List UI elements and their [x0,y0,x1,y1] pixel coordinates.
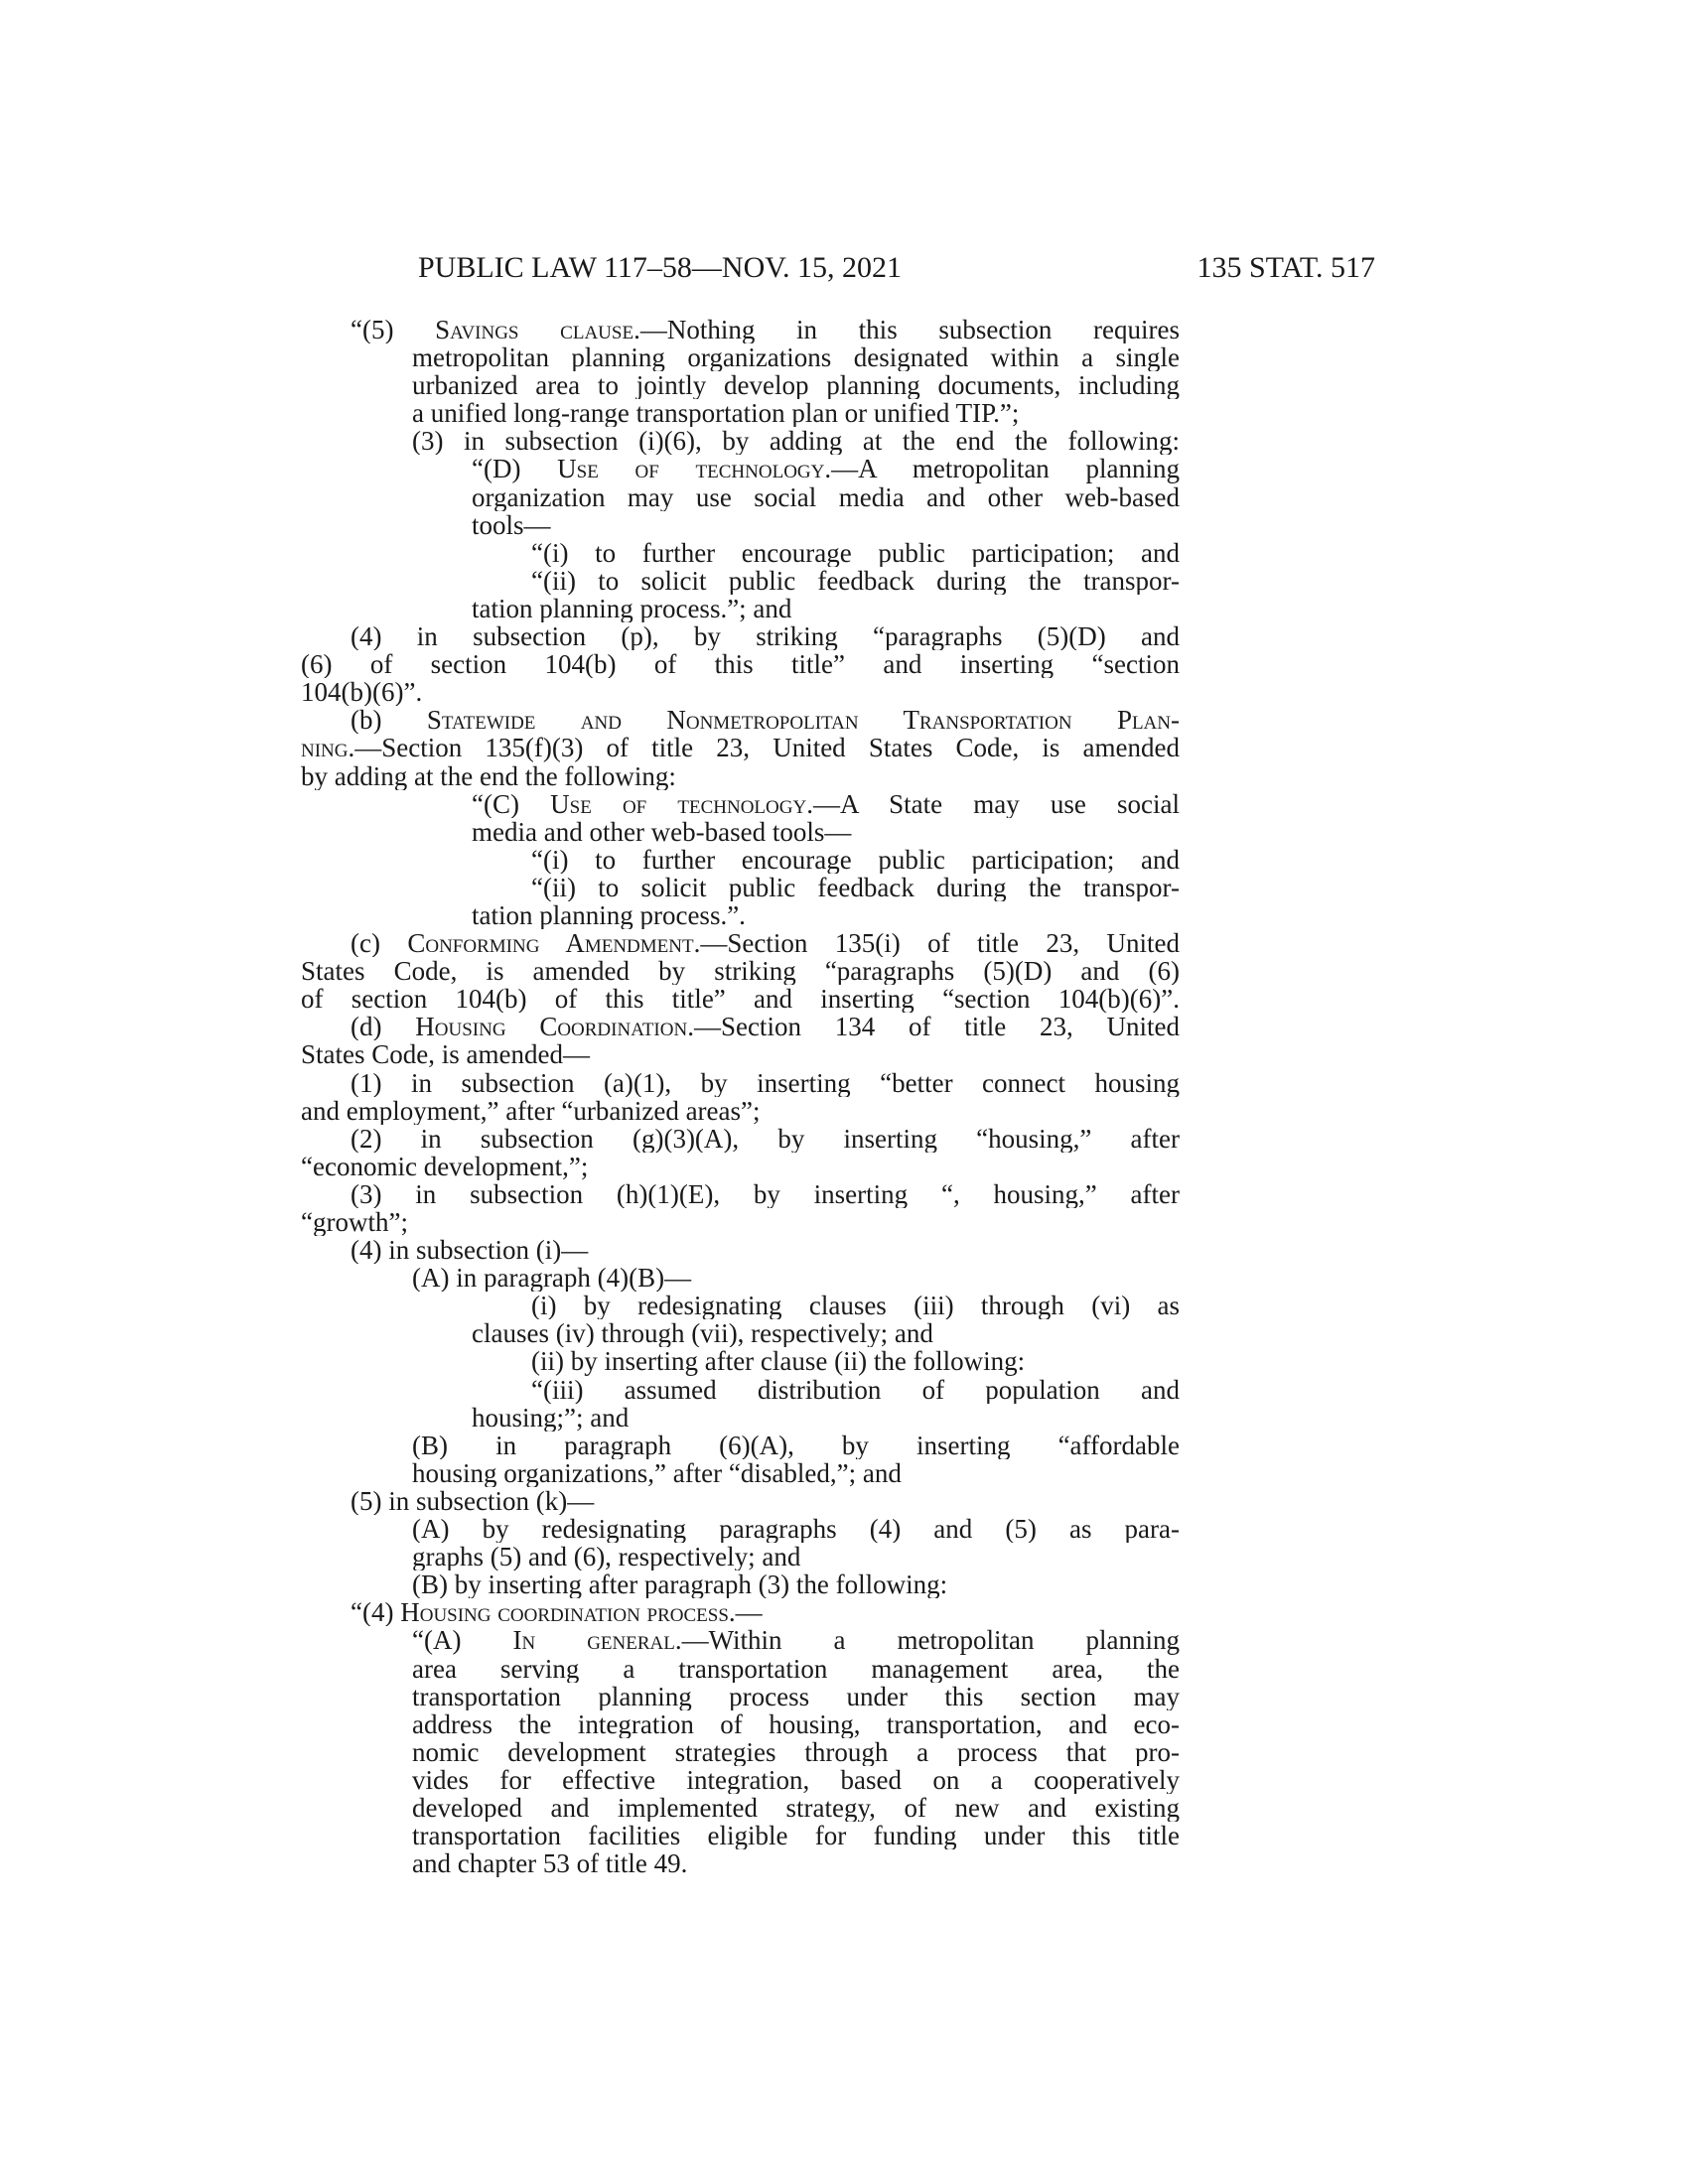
heading-small-caps: In general [512,1626,675,1655]
text-line: housing;”; and [472,1403,630,1432]
text-line: (1) in subsection (a)(1), by inserting “better connect housing [351,1068,1180,1097]
text-line: and chapter 53 of title 49. [412,1849,688,1878]
heading-small-caps: Housing coordination process [400,1598,729,1627]
heading-small-caps: Conforming Amendment [407,929,694,958]
text-line: “(4) Housing coordination process.— [351,1598,763,1627]
heading-small-caps: Use of technology [550,789,807,818]
text-line: “economic development,”; [301,1152,589,1180]
text-line: “(iii) assumed distribution of population and [531,1375,1180,1404]
text-line: vides for effective integration, based on a cooperatively [412,1765,1180,1794]
text-line: (c) Conforming Amendment.—Section 135(i) of title 23, United [351,929,1180,958]
text-line: tools— [472,510,551,539]
heading-small-caps: Use of technology [557,455,825,483]
heading-small-caps: ning [301,734,349,762]
text-line: (5) in subsection (k)— [351,1486,595,1516]
text-line: urbanized area to jointly develop planning documents, including [412,371,1180,400]
text-line: (A) by redesignating paragraphs (4) and (5) as para- [412,1515,1180,1544]
text-line: and employment,” after “urbanized areas”; [301,1096,761,1125]
text-line: (b) Statewide and Nonmetropolitan Transportation Plan- [351,706,1180,735]
text-line: (3) in subsection (h)(1)(E), by inserting “, housing,” after [351,1179,1180,1208]
statute-text [301,316,1180,1877]
heading-small-caps: Statewide and Nonmetropolitan Transportation Plan- [426,706,1180,735]
text-line: “growth”; [301,1208,408,1237]
text-line: transportation planning process under this section may [412,1682,1180,1710]
text-line: (ii) by inserting after clause (ii) the following: [531,1347,1026,1376]
text-line: “(5) Savings clause.—Nothing in this subsection requires [351,316,1180,344]
text-line: media and other web-based tools— [472,817,852,846]
text-line: (6) of section 104(b) of this title” and inserting “section [301,650,1180,679]
text-line: clauses (iv) through (vii), respectively; and [472,1319,933,1348]
text-line: graphs (5) and (6), respectively; and [412,1543,801,1571]
page-number: 135 STAT. 517 [1196,251,1375,284]
text-line: (i) by redesignating clauses (iii) through (vi) as [531,1292,1180,1320]
text-line: housing organizations,” after “disabled,”; and [412,1458,902,1487]
text-line: of section 104(b) of this title” and inserting “section 104(b)(6)”. [301,985,1180,1014]
text-line: area serving a transportation management area, the [412,1654,1180,1683]
text-line: address the integration of housing, transportation, and eco- [412,1709,1180,1738]
text-line: “(ii) to solicit public feedback during the transpor- [531,873,1180,901]
text-line: 104(b)(6)”. [301,678,423,707]
text-line: “(A) In general.—Within a metropolitan planning [412,1626,1180,1655]
text-line: (2) in subsection (g)(3)(A), by inserting “housing,” after [351,1124,1180,1153]
running-head: PUBLIC LAW 117–58—NOV. 15, 2021 [418,251,903,284]
page-header [301,248,1375,288]
text-line: (4) in subsection (i)— [351,1236,589,1265]
text-line: (4) in subsection (p), by striking “paragraphs (5)(D) and [351,622,1180,651]
text-line: “(ii) to solicit public feedback during the transpor- [531,566,1180,595]
text-line: tation planning process.”; and [472,594,792,623]
text-line: metropolitan planning organizations designated within a single [412,343,1180,372]
text-line: (3) in subsection (i)(6), by adding at the end the following: [412,427,1180,456]
text-line: tation planning process.”. [472,900,746,930]
text-line: a unified long-range transportation plan or unified TIP.”; [412,399,1020,428]
text-line: ning.—Section 135(f)(3) of title 23, United States Code, is amended [301,734,1180,762]
text-line: States Code, is amended— [301,1040,590,1069]
heading-small-caps: Savings clause [435,316,634,344]
text-line: (A) in paragraph (4)(B)— [412,1264,692,1293]
text-line: by adding at the end the following: [301,761,676,790]
text-line: “(C) Use of technology.—A State may use social [472,789,1180,818]
text-line: “(i) to further encourage public participation; and [531,845,1180,874]
text-line: organization may use social media and other web-based [472,482,1180,511]
text-line: nomic development strategies through a process that pro- [412,1737,1180,1766]
text-line: (d) Housing Coordination.—Section 134 of title 23, United [351,1013,1180,1041]
text-line: “(i) to further encourage public participation; and [531,538,1180,567]
text-line: transportation facilities eligible for funding under this title [412,1822,1180,1850]
text-line: developed and implemented strategy, of new and existing [412,1793,1180,1823]
heading-small-caps: Housing Coordination [415,1013,688,1041]
text-line: (B) in paragraph (6)(A), by inserting “affordable [412,1431,1180,1459]
text-line: States Code, is amended by striking “paragraphs (5)(D) and (6) [301,957,1180,986]
text-line: “(D) Use of technology.—A metropolitan planning [472,455,1180,483]
text-line: (B) by inserting after paragraph (3) the following: [412,1570,948,1599]
